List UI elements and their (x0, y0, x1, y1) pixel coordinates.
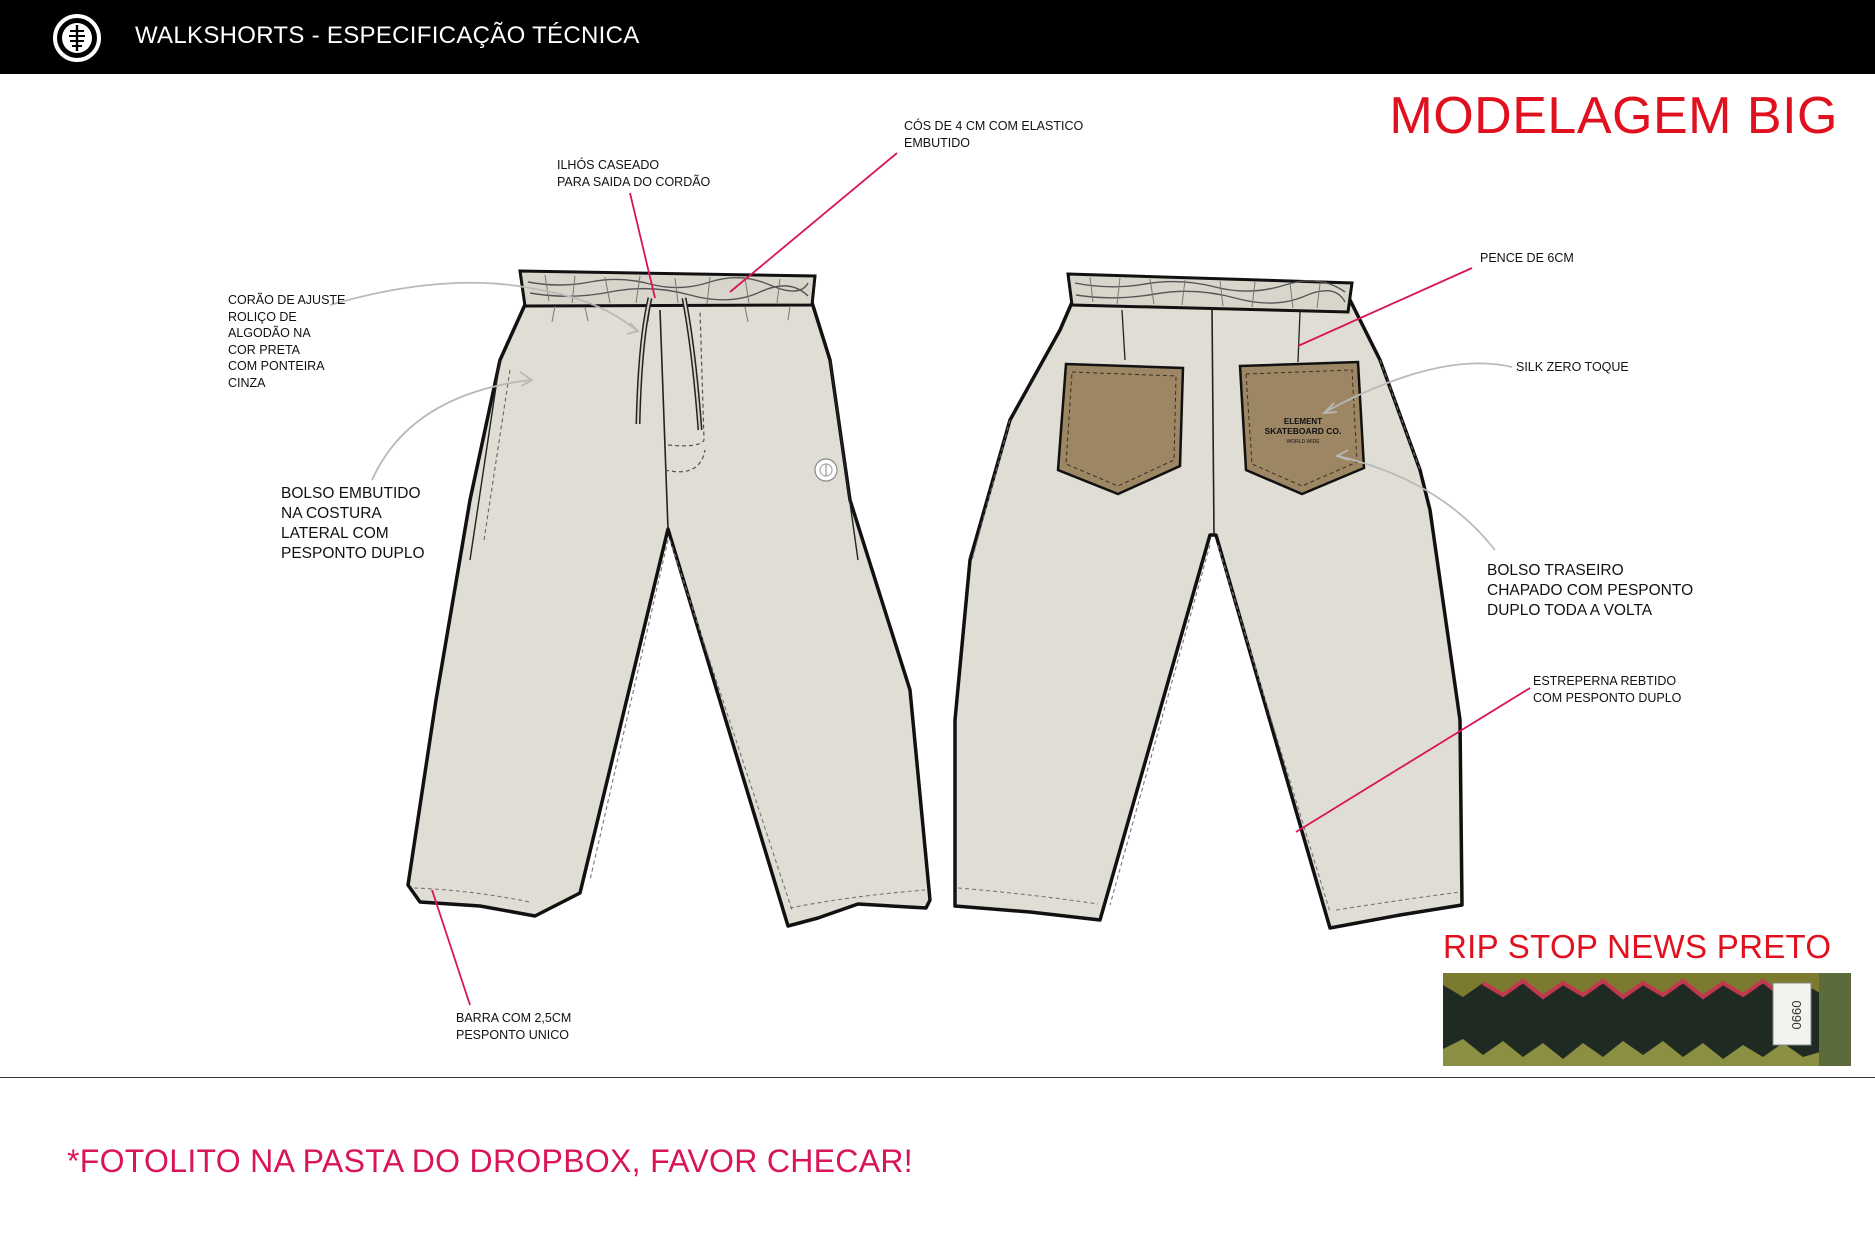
callout-waistband: CÓS DE 4 CM COM ELASTICO EMBUTIDO (904, 119, 1084, 150)
footer-note: *FOTOLITO NA PASTA DO DROPBOX, FAVOR CHECAR! (67, 1143, 913, 1179)
fabric-swatch (1443, 973, 1851, 1066)
front-logo-icon (815, 459, 837, 481)
page-title: WALKSHORTS - ESPECIFICAÇÃO TÉCNICA (135, 22, 640, 49)
front-body (408, 296, 930, 926)
leader-hem (432, 890, 470, 1005)
fabric-name: RIP STOP NEWS PRETO (1443, 928, 1832, 965)
callout-silk: SILK ZERO TOQUE (1516, 360, 1629, 374)
callout-side-pocket: BOLSO EMBUTIDO NA COSTURA LATERAL COM PESPONTO DUPLO (281, 485, 425, 562)
svg-text:WORLD WIDE: WORLD WIDE (1286, 439, 1320, 445)
back-body (955, 300, 1462, 928)
footer-divider (0, 1077, 1875, 1078)
model-title: MODELAGEM BIG (1389, 87, 1838, 145)
back-garment (955, 274, 1462, 928)
fabric-tag-text: 0990 (1789, 1000, 1804, 1030)
leader-waistband (730, 153, 897, 292)
callout-eyelets: ILHÓS CASEADO PARA SAIDA DO CORDÃO (557, 158, 711, 189)
callout-drawcord: CORÃO DE AJUSTE ROLIÇO DE ALGODÃO NA COR PRETA COM PONTEIRA CINZA (228, 293, 346, 390)
svg-text:SKATEBOARD CO.: SKATEBOARD CO. (1264, 426, 1342, 436)
callout-inseam: ESTREPERNA REBTIDO COM PESPONTO DUPLO (1533, 674, 1682, 705)
callout-back-pocket: BOLSO TRASEIRO CHAPADO COM PESPONTO DUPLO TODA A VOLTA (1487, 562, 1694, 619)
front-garment (408, 271, 930, 926)
callout-hem: BARRA COM 2,5CM PESPONTO UNICO (456, 1011, 572, 1042)
svg-text:ELEMENT: ELEMENT (1283, 417, 1323, 426)
callout-dart: PENCE DE 6CM (1480, 251, 1574, 265)
